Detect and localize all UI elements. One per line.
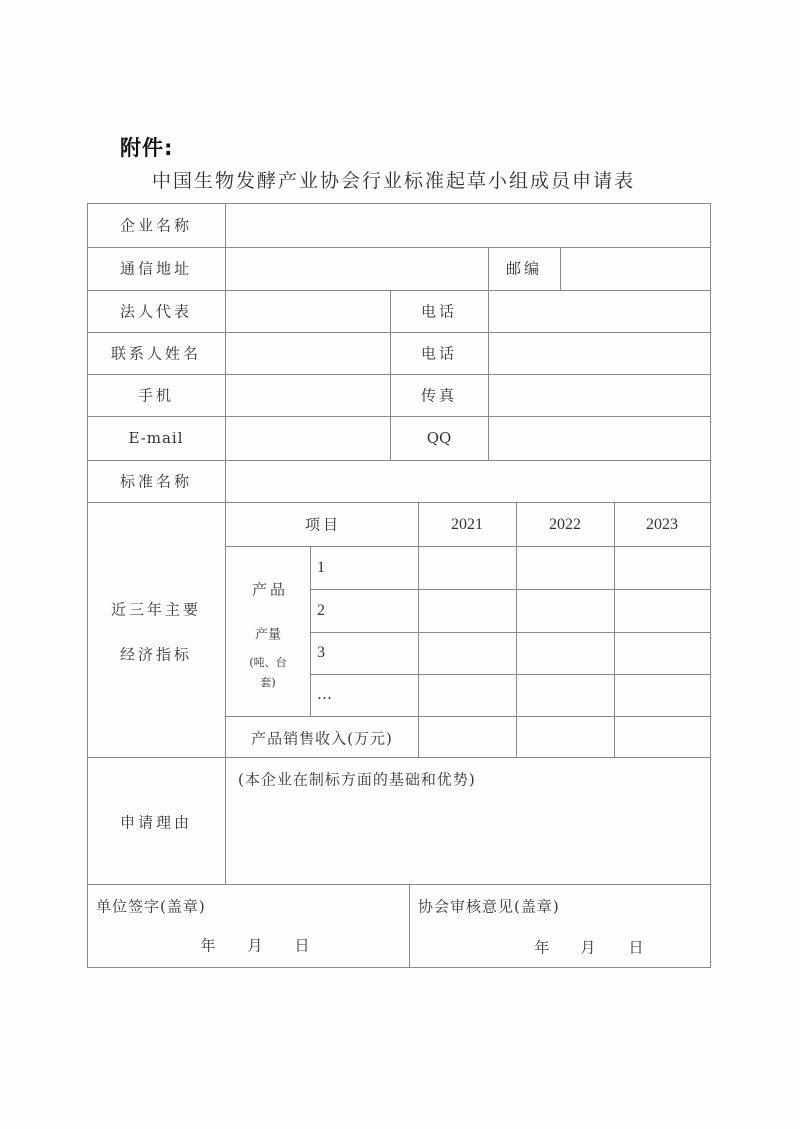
product-row-number: 1: [317, 559, 325, 576]
year-header: 2021: [451, 516, 483, 533]
label-company-name: 企业名称: [119, 216, 193, 235]
label-address: 通信地址: [119, 259, 193, 278]
product-row-more: …: [317, 685, 332, 703]
row-divider: [87, 757, 711, 758]
column-divider: [516, 502, 517, 758]
unit-sign-day: 日: [294, 936, 310, 955]
label-phone-2: 电话: [420, 344, 458, 363]
indicators-label-line1: 近三年主要: [110, 600, 202, 619]
association-review-label: 协会审核意见(盖章): [418, 897, 560, 916]
row-divider: [225, 546, 711, 547]
label-phone-1: 电话: [420, 302, 458, 321]
year-header: 2022: [549, 516, 581, 533]
fax-field[interactable]: [489, 375, 710, 416]
unit-label-line2: 套): [260, 676, 276, 689]
label-legal-rep: 法人代表: [119, 302, 193, 321]
row-divider: [87, 502, 711, 503]
row-divider: [310, 632, 711, 633]
column-divider: [614, 502, 615, 758]
row-divider: [310, 589, 711, 590]
column-divider: [409, 884, 410, 968]
qq-field[interactable]: [489, 417, 710, 460]
product-label: 产品: [251, 580, 289, 599]
column-divider: [488, 247, 489, 291]
form-title: 中国生物发酵产业协会行业标准起草小组成员申请表: [152, 170, 636, 192]
mobile-field[interactable]: [226, 375, 390, 416]
reason-label: 申请理由: [119, 813, 193, 832]
unit-sign-month: 月: [247, 936, 263, 955]
label-mobile: 手机: [137, 386, 175, 405]
unit-sign-year: 年: [200, 936, 216, 955]
company-name-field[interactable]: [226, 204, 710, 247]
standard-name-field[interactable]: [226, 461, 710, 502]
year-header: 2023: [646, 516, 678, 533]
label-fax: 传真: [420, 386, 458, 405]
product-row-number: 3: [317, 644, 325, 661]
table-border-bottom: [87, 967, 711, 968]
label-contact-name: 联系人姓名: [110, 344, 202, 363]
review-day: 日: [628, 938, 644, 957]
item-header: 项目: [304, 515, 342, 534]
column-divider: [390, 290, 391, 461]
contact-name-field[interactable]: [226, 333, 390, 374]
label-email: E-mail: [128, 429, 184, 447]
reason-hint: (本企业在制标方面的基础和优势): [238, 770, 476, 789]
row-divider: [87, 884, 711, 885]
column-divider: [418, 502, 419, 758]
row-divider: [310, 674, 711, 675]
row-divider: [225, 716, 711, 717]
table-border-right: [710, 203, 711, 968]
review-month: 月: [580, 938, 596, 957]
revenue-label: 产品销售收入(万元): [251, 729, 393, 748]
phone-1-field[interactable]: [489, 291, 710, 332]
label-postcode: 邮编: [505, 259, 543, 278]
reason-field[interactable]: [226, 795, 710, 883]
label-standard-name: 标准名称: [119, 472, 193, 491]
output-label: 产量: [254, 627, 282, 643]
indicators-label-line2: 经济指标: [119, 645, 193, 664]
email-field[interactable]: [226, 417, 390, 460]
unit-signature-label: 单位签字(盖章): [96, 897, 206, 916]
legal-rep-field[interactable]: [226, 291, 390, 332]
review-year: 年: [534, 938, 550, 957]
phone-2-field[interactable]: [489, 333, 710, 374]
postcode-field[interactable]: [561, 248, 710, 290]
attachment-label: 附件:: [120, 136, 174, 160]
address-field[interactable]: [226, 248, 488, 290]
column-divider: [310, 546, 311, 717]
table-border-left: [87, 203, 88, 968]
unit-label-line1: (吨、台: [249, 656, 287, 669]
product-row-number: 2: [317, 602, 325, 619]
label-qq: QQ: [426, 429, 452, 447]
